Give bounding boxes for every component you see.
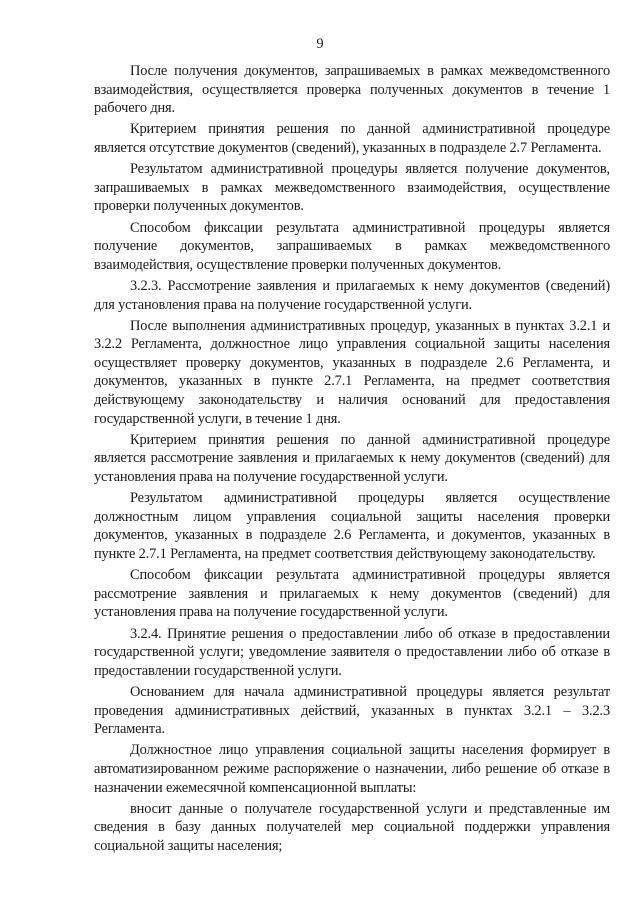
paragraph: Результатом административной процедуры является получение документов, запрашиваемых в рамках межведомственного взаимодействия, осуществление проверки полученных документов.: [94, 161, 610, 215]
paragraph: Критерием принятия решения по данной административной процедуре является отсутствие документов (сведений), указанных в подразделе 2.7 Регламента.: [94, 121, 610, 156]
paragraph: Критерием принятия решения по данной административной процедуре является рассмотрение заявления и прилагаемых к нему документов (сведений) для установления права на получение государственной услуги.: [94, 431, 610, 486]
paragraph: Должностное лицо управления социальной защиты населения формирует в автоматизированном режиме распоряжение о назначении, либо решение об отказе в назначении ежемесячной компенсационной выплаты:: [94, 742, 610, 796]
paragraph: Способом фиксации результата административной процедуры является рассмотрение заявления и прилагаемых к нему документов (сведений) для установления права на получение государственной услуги.: [94, 567, 610, 621]
section-heading-3-2-4: 3.2.4. Принятие решения о предоставлении либо об отказе в предоставлении государственной услуги; уведомление заявителя о предоставлении либо об отказе в предоставлении государственной услуги.: [94, 625, 610, 679]
paragraph: Результатом административной процедуры является осуществление должностным лицом управления социальной защиты населения проверки документов, указанных в подразделе 2.6 Регламента, и документов, указанных в пункте 2.7.1 Регламента, на предмет соответствия действующему законодательству.: [94, 490, 610, 562]
paragraph: Основанием для начала административной процедуры является результат проведения административных действий, указанных в пунктах 3.2.1 – 3.2.3 Регламента.: [94, 683, 610, 738]
document-body: [94, 62, 610, 858]
paragraph: Способом фиксации результата административной процедуры является получение документов, запрашиваемых в рамках межведомственного взаимодействия, осуществление проверки полученных документов.: [94, 219, 610, 273]
page-number: 9: [316, 36, 324, 52]
section-heading-3-2-3: 3.2.3. Рассмотрение заявления и прилагаемых к нему документов (сведений) для установления права на получение государственной услуги.: [94, 277, 610, 313]
paragraph: После выполнения административных процедур, указанных в пунктах 3.2.1 и 3.2.2 Регламента, должностное лицо управления социальной защиты населения осуществляет проверку документов, указанных в подразделе 2.6 Регламента, и документов, указанных в пункте 2.7.1 Регламента, на предмет соответствия действующему законодательству и наличия оснований для предоставления государственной услуги, в течение 1 дня.: [94, 317, 610, 427]
paragraph: После получения документов, запрашиваемых в рамках межведомственного взаимодействия, осуществляется проверка полученных документов в течение 1 рабочего дня.: [94, 63, 610, 117]
paragraph: вносит данные о получателе государственной услуги и представленные им сведения в базу данных получателей мер социальной поддержки управления социальной защиты населения;: [94, 800, 610, 854]
